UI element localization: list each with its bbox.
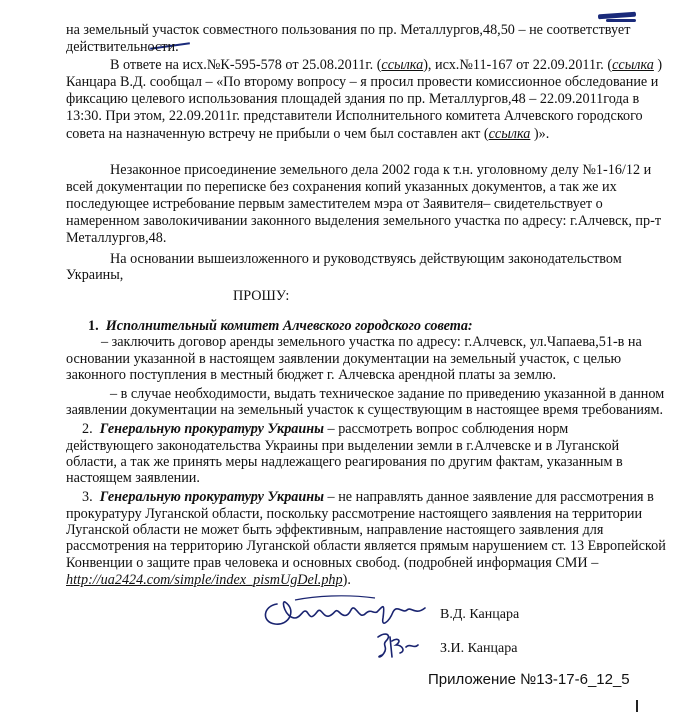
paragraph-line: рассмотрения на территорию Луганской области является прямым нарушением ст. 13 Европейской <box>66 538 666 554</box>
signature-name: З.И. Канцара <box>440 641 518 656</box>
paragraph-line: совета на назначенную встречу не прибыли о чем был составлен акт (ссылка )». <box>66 126 550 142</box>
signature-name: В.Д. Канцара <box>440 607 520 622</box>
list-item-heading: 3. Генеральную прокуратуру Украины – не направлять данное заявление для рассмотрения в <box>82 489 654 505</box>
paragraph-line: основании указанной в настоящем заявлении документации на земельный участок, с целью <box>66 351 622 367</box>
paragraph-line: области, а так же принять меры надлежащего реагирования по другим фактам, указанным в <box>66 454 623 470</box>
paragraph-line: Луганской области не может быть эффективным, направление настоящего заявления для <box>66 522 604 538</box>
paragraph-line: намеренном заволокичивании законного выделения земельного участка по адресу: г.Алчевск, пр-т <box>66 213 662 229</box>
paragraph-line: Незаконное присоединение земельного дела 2002 года к т.н. уголовному делу №1-16/12 и <box>110 162 652 178</box>
list-item-heading: 1. Исполнительный комитет Алчевского городского совета: <box>88 318 473 334</box>
paragraph-line: прокуратуру Луганской области, поскольку рассмотрение настоящего заявления на территории <box>66 506 643 522</box>
media-link[interactable]: http://ua2424.com/simple/index_pismUgDel.php <box>66 572 343 588</box>
paragraph-line: 13:30. При этом, 22.09.2011г. представители Исполнительного комитета Алчевского городского <box>66 108 643 124</box>
request-heading: ПРОШУ: <box>233 288 290 304</box>
paragraph-line: действительности. <box>66 39 179 55</box>
source-link[interactable]: ссылка <box>488 126 531 142</box>
paragraph-line: На основании вышеизложенного и руководствуясь действующим законодательством <box>110 251 622 267</box>
list-item-heading: 2. Генеральную прокуратуру Украины – рассмотреть вопрос соблюдения норм <box>82 421 569 437</box>
appendix-label: Приложение №13-17-6_12_5 <box>428 671 630 688</box>
paragraph-line: на земельный участок совместного пользования по пр. Металлургов,48,50 – не соответствует <box>66 22 631 38</box>
paragraph-line: В ответе на исх.№К-595-578 от 25.08.2011г. (ссылка), исх.№11-167 от 22.09.2011г. (ссылка ) <box>110 57 663 73</box>
paragraph-line: Канцара В.Д. сообщал – «По второму вопросу – я просил провести комиссионное обследование и <box>66 74 659 90</box>
paragraph-line: действующего законодательства Украины при выделении земли в г.Алчевскe и в Луганской <box>66 438 620 454</box>
paragraph-line: фиксацию целевого использования площадей здания по пр. Металлургов,48 – 22.09.2011года в <box>66 91 640 107</box>
paragraph-line: Конвенции о защите прав человека и основных свобод. (подробней информация СМИ – <box>66 555 599 571</box>
paragraph-line: всей документации по переписке без сохранения копий указанных документов, а так же их <box>66 179 617 195</box>
ink-mark <box>636 700 638 712</box>
paragraph-line: – заключить договор аренды земельного участка по адресу: г.Алчевск, ул.Чапаева,51-в на <box>101 334 642 350</box>
paragraph-line: последующее истребование первым заместителем мэра от Заявителя– свидетельствует о <box>66 196 603 212</box>
source-link[interactable]: ссылка <box>612 57 654 73</box>
paragraph-line: настоящем заявлении. <box>66 470 200 486</box>
paragraph-line: Украины, <box>66 267 124 283</box>
signature-2 <box>372 627 422 662</box>
paragraph-line: http://ua2424.com/simple/index_pismUgDel.php). <box>66 572 351 588</box>
paragraph-line: законного поступления в местный бюджет г. Алчевска арендной платы за землю. <box>66 367 557 383</box>
source-link[interactable]: ссылка <box>381 57 424 73</box>
paragraph-line: – в случае необходимости, выдать техническое задание по приведению указанной в данном <box>110 386 665 402</box>
paragraph-line: заявлении документации на земельный участок к существующим в настоящее время требованиям. <box>66 402 663 418</box>
paragraph-line: Металлургов,48. <box>66 230 167 246</box>
